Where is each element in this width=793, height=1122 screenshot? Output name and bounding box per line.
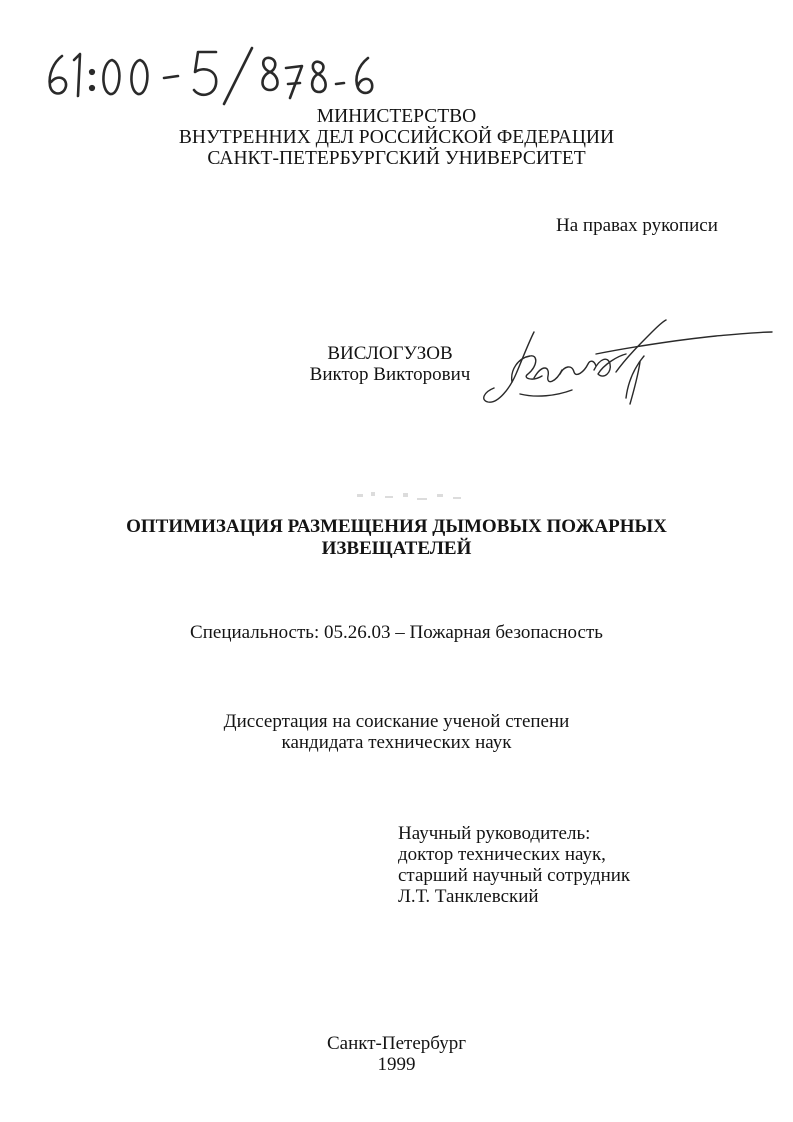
city: Санкт-Петербург	[326, 1033, 466, 1054]
supervisor-block	[398, 823, 630, 907]
supervisor-line: старший научный сотрудник	[398, 865, 631, 886]
title-line: ОПТИМИЗАЦИЯ РАЗМЕЩЕНИЯ ДЫМОВЫХ ПОЖАРНЫХ	[126, 516, 667, 537]
rights-note: На правах рукописи	[556, 215, 718, 236]
year: 1999	[377, 1054, 416, 1075]
header-line: ВНУТРЕННИХ ДЕЛ РОССИЙСКОЙ ФЕДЕРАЦИИ	[178, 127, 615, 148]
supervisor-name: Л.Т. Танклевский	[398, 886, 539, 907]
degree-line: Диссертация на соискание ученой степени	[223, 711, 570, 732]
speciality: Специальность: 05.26.03 – Пожарная безопасность	[190, 622, 603, 643]
paper-smudge	[355, 490, 465, 504]
supervisor-line: Научный руководитель:	[398, 823, 591, 844]
author-surname: ВИСЛОГУЗОВ	[327, 343, 453, 364]
author-given-names: Виктор Викторович	[309, 364, 471, 385]
degree-line: кандидата технических наук	[281, 732, 512, 753]
degree-statement	[0, 711, 793, 753]
header-line: САНКТ-ПЕТЕРБУРГСКИЙ УНИВЕРСИТЕТ	[207, 148, 586, 169]
author-signature	[476, 318, 776, 418]
dissertation-title	[0, 516, 793, 560]
author-block	[290, 343, 490, 385]
handwritten-catalog-code	[40, 38, 380, 108]
place-and-year	[0, 1033, 793, 1075]
title-line: ИЗВЕЩАТЕЛЕЙ	[321, 538, 472, 559]
header-line: МИНИСТЕРСТВО	[316, 106, 477, 127]
ministry-header	[0, 106, 793, 169]
supervisor-line: доктор технических наук,	[398, 844, 606, 865]
